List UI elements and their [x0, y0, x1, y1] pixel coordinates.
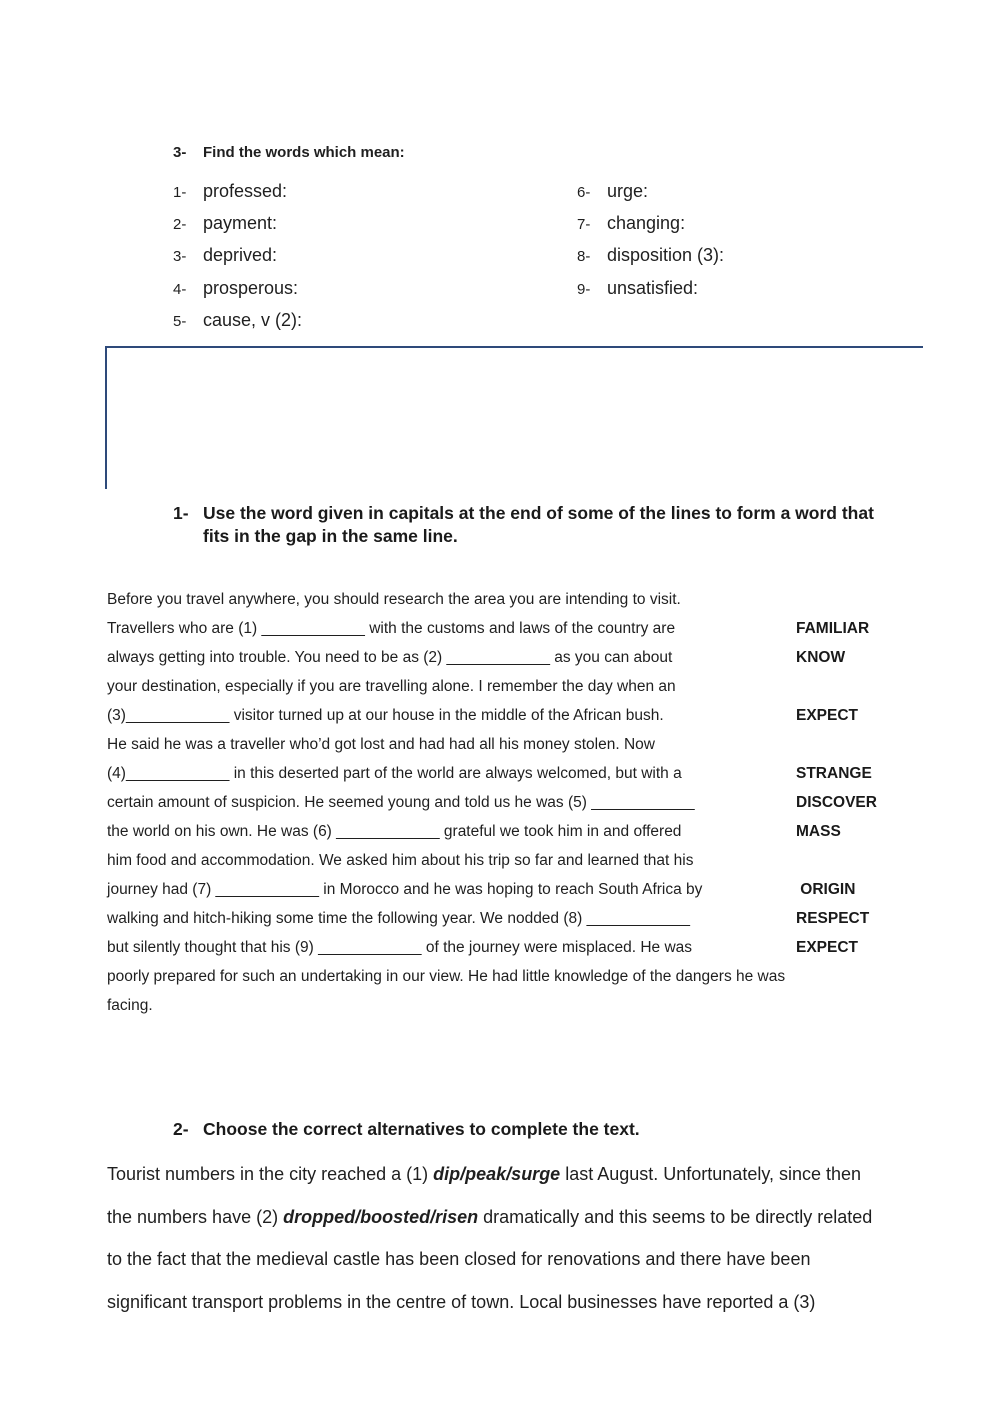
- vocab-item: 3- deprived:: [173, 245, 278, 265]
- options-2: dropped/boosted/risen: [283, 1207, 479, 1227]
- text-line: walking and hitch-hiking some time the following year. We nodded (8) ____________: [107, 910, 691, 927]
- keyword: EXPECT: [796, 707, 859, 724]
- options-1: dip/peak/surge: [433, 1164, 561, 1184]
- keyword: ORIGIN: [796, 881, 856, 898]
- section2-heading: [173, 1119, 640, 1140]
- section3-number: 3-: [173, 144, 187, 161]
- keyword: DISCOVER: [796, 794, 877, 811]
- text-line: He said he was a traveller who’d got lost and had had all his money stolen. Now: [107, 736, 655, 753]
- text-line: Travellers who are (1) ____________ with the customs and laws of the country are: [107, 620, 676, 637]
- text-line: Before you travel anywhere, you should research the area you are intending to visit.: [107, 591, 681, 608]
- text-line: (4)____________ in this deserted part of the world are always welcomed, but with a: [107, 765, 682, 782]
- keyword: STRANGE: [796, 765, 872, 782]
- keyword: RESPECT: [796, 910, 870, 927]
- keyword: FAMILIAR: [796, 620, 870, 637]
- vocab-item: 9- unsatisfied:: [577, 278, 699, 298]
- vocab-item: 2- payment:: [173, 213, 278, 233]
- section3-title: Find the words which mean:: [203, 144, 405, 161]
- vocab-item: 1- professed:: [173, 181, 288, 201]
- text-line: facing.: [107, 997, 153, 1014]
- section3-heading: [173, 144, 405, 161]
- text-line: your destination, especially if you are travelling alone. I remember the day when an: [107, 678, 676, 695]
- vocab-item: 6- urge:: [577, 181, 649, 201]
- section1-heading: [173, 502, 893, 548]
- keyword: EXPECT: [796, 939, 859, 956]
- text-line: always getting into trouble. You need to be as (2) ____________ as you can about: [107, 649, 673, 666]
- vocab-item: 4- prosperous:: [173, 278, 299, 298]
- text-line: poorly prepared for such an undertaking in our view. He had little knowledge of the dangers he was: [107, 968, 786, 985]
- text-line: the world on his own. He was (6) ____________ grateful we took him in and offered: [107, 823, 682, 840]
- paragraph-line: significant transport problems in the centre of town. Local businesses have reported a (3): [107, 1292, 816, 1312]
- vocab-item: 8- disposition (3):: [577, 245, 725, 265]
- keyword: MASS: [796, 823, 841, 840]
- text-line: but silently thought that his (9) ____________ of the journey were misplaced. He was: [107, 939, 693, 956]
- section1-number: 1-: [173, 503, 189, 523]
- text-line: journey had (7) ____________ in Morocco and he was hoping to reach South Africa by: [107, 881, 703, 898]
- section2-number: 2-: [173, 1119, 189, 1139]
- answer-box[interactable]: [105, 346, 923, 489]
- text-line: certain amount of suspicion. He seemed young and told us he was (5) ____________: [107, 794, 695, 811]
- paragraph-line: the numbers have (2) dropped/boosted/risen dramatically and this seems to be directly related: [107, 1207, 873, 1227]
- paragraph-line: Tourist numbers in the city reached a (1) dip/peak/surge last August. Unfortunately, since then: [107, 1164, 862, 1184]
- text-line: (3)____________ visitor turned up at our house in the middle of the African bush.: [107, 707, 664, 724]
- vocab-item: 7- changing:: [577, 213, 686, 233]
- section1-title: Use the word given in capitals at the end of some of the lines to form a word that fits in the gap in the same line.: [203, 503, 874, 546]
- text-line: him food and accommodation. We asked him about his trip so far and learned that his: [107, 852, 694, 869]
- keyword: KNOW: [796, 649, 846, 666]
- paragraph-line: to the fact that the medieval castle has been closed for renovations and there have been: [107, 1249, 811, 1269]
- vocab-item: 5- cause, v (2):: [173, 310, 303, 330]
- section2-title: Choose the correct alternatives to complete the text.: [203, 1119, 640, 1139]
